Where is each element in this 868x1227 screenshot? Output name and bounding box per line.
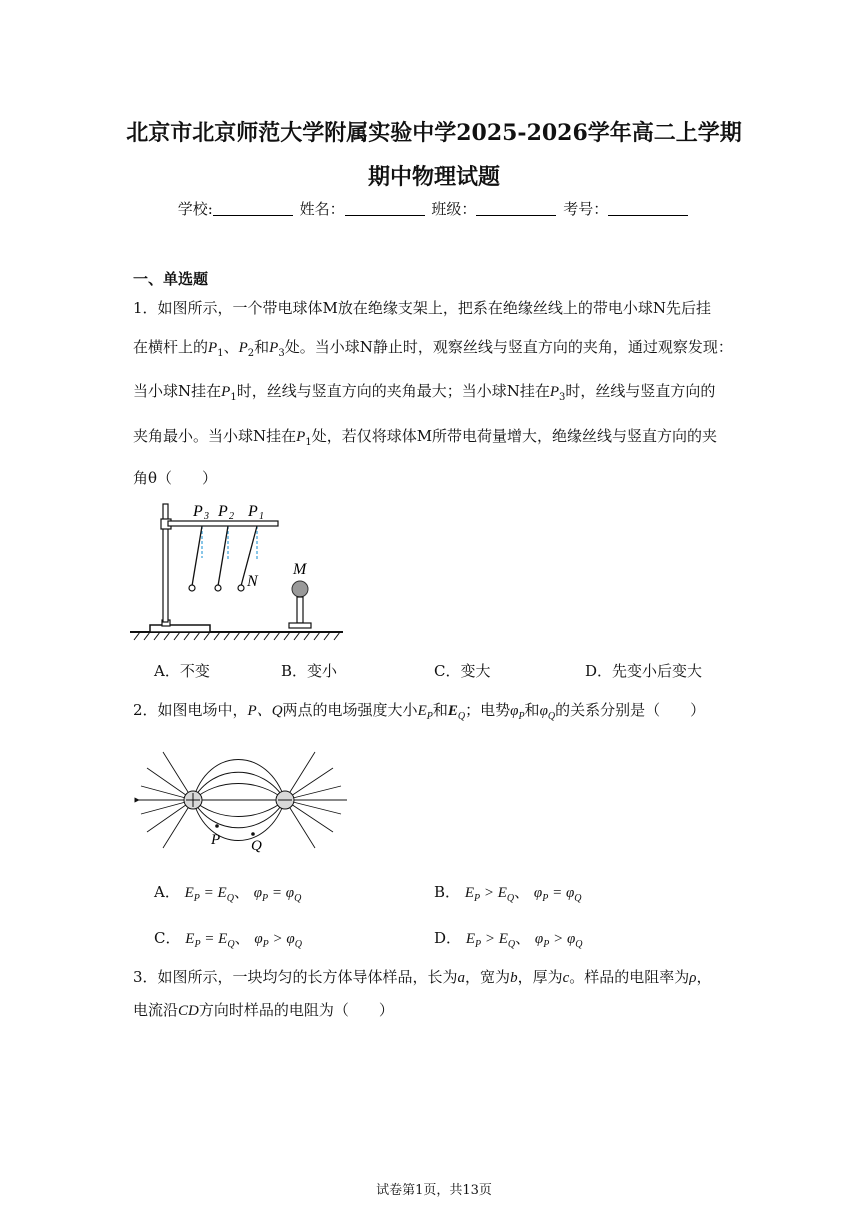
q2-option-b[interactable]: B． $E_P > E_Q$、 $\varphi_P = \varphi_Q$ <box>434 883 582 904</box>
page-subtitle: 期中物理试题 <box>367 164 500 190</box>
svg-text:3: 3 <box>204 511 209 522</box>
section-heading: 一、单选题 <box>133 270 209 288</box>
q2-option-a[interactable]: A． $E_P = E_Q$、 $\varphi_P = \varphi_Q$ <box>154 883 302 904</box>
name-label: 姓名： <box>299 200 345 218</box>
q1-option-b[interactable]: B．变小 <box>281 662 338 680</box>
p2-label: P <box>218 503 228 520</box>
q-point-label: Q <box>251 838 262 854</box>
page-footer: 试卷第1页，共13页 <box>376 1183 492 1198</box>
p1-label: P <box>248 503 258 520</box>
class-blank[interactable] <box>476 201 556 216</box>
q1-line3: 当小球N挂在$P_1$时，丝线与竖直方向的夹角最大；当小球N挂在$P_3$时，丝线与竖直方向的 <box>133 382 716 403</box>
page-title: 北京市北京师范大学附属实验中学2025-2026学年高二上学期 <box>126 120 742 146</box>
q1-line5: 角θ（ ） <box>133 469 218 487</box>
id-blank[interactable] <box>608 201 688 216</box>
class-label: 班级： <box>431 200 477 218</box>
q1-figure <box>128 492 348 642</box>
p-point-label: P <box>211 832 221 848</box>
q1-line2: 在横杆上的$P_1$、$P_2$和$P_3$处。当小球N静止时，观察丝线与竖直方向的夹角，通过观察发现： <box>133 338 733 359</box>
n-label: N <box>247 573 258 590</box>
q1-option-a[interactable]: A．不变 <box>154 662 210 680</box>
school-label: 学校: <box>177 200 213 218</box>
id-label: 考号： <box>563 200 609 218</box>
m-label: M <box>293 561 307 578</box>
q1-option-c[interactable]: C．变大 <box>434 662 491 680</box>
q1-line1: 1．如图所示，一个带电球体M放在绝缘支架上，把系在绝缘丝线上的带电小球N先后挂 <box>133 299 712 317</box>
student-info-row <box>0 198 868 219</box>
q3-line2: 电流沿CD方向时样品的电阻为（ ） <box>133 1001 394 1019</box>
q2-line1: 2．如图电场中，P、Q两点的电场强度大小$E_P$和$E_Q$；电势$\varphi_P$和$\varphi_Q$的关系分别是（ ） <box>133 701 706 722</box>
q3-line1: 3．如图所示，一块均匀的长方体导体样品，长为a，宽为b，厚为c。样品的电阻率为ρ， <box>133 968 712 986</box>
q2-option-d[interactable]: D． $E_P > E_Q$、 $\varphi_P > \varphi_Q$ <box>434 929 583 950</box>
name-blank[interactable] <box>345 201 425 216</box>
q2-field-figure <box>133 738 353 858</box>
q1-option-d[interactable]: D．先变小后变大 <box>585 662 703 680</box>
school-blank[interactable] <box>213 201 293 216</box>
q1-line4: 夹角最小。当小球N挂在$P_1$处，若仅将球体M所带电荷量增大，绝缘丝线与竖直方向的夹 <box>133 427 718 448</box>
svg-text:2: 2 <box>229 511 234 522</box>
p3-label: P <box>193 503 203 520</box>
q2-option-c[interactable]: C． $E_P = E_Q$、 $\varphi_P > \varphi_Q$ <box>154 929 302 950</box>
svg-text:1: 1 <box>259 511 264 522</box>
